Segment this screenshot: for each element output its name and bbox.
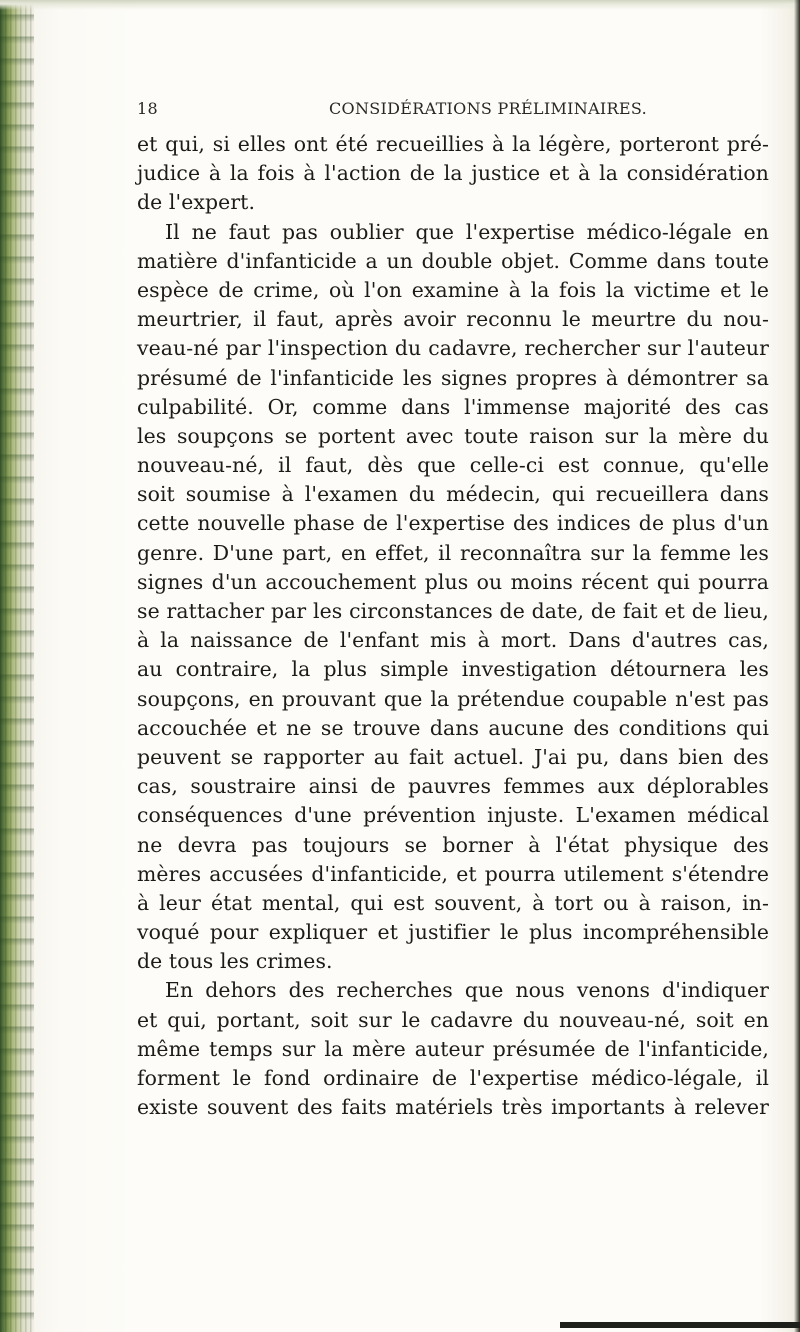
text-line: signes d'un accouchement plus ou moins récent qui pourra — [137, 569, 769, 594]
page-number: 18 — [137, 99, 158, 118]
text-line: accouchée et ne se trouve dans aucune des conditions qui — [137, 715, 769, 740]
text-line: présumé de l'infanticide les signes propres à démontrer sa — [137, 365, 769, 390]
page-top-edge — [0, 0, 800, 10]
text-line: matière d'infanticide a un double objet. Comme dans toute — [137, 248, 769, 273]
text-line: existe souvent des faits matériels très importants à relever — [137, 1095, 769, 1120]
text-line: les soupçons se portent avec toute raison sur la mère du — [137, 423, 769, 448]
text-line: soupçons, en prouvant que la prétendue coupable n'est pas — [137, 686, 769, 711]
text-line: cette nouvelle phase de l'expertise des indices de plus d'un — [137, 511, 769, 536]
text-line: et qui, si elles ont été recueillies à la légère, porteront pré- — [137, 132, 769, 156]
text-line: En dehors des recherches que nous venons d'indiquer — [165, 978, 769, 1003]
text-line: espèce de crime, où l'on examine à la fois la victime et le — [137, 277, 769, 302]
page-bottom-shadow — [560, 1322, 800, 1328]
text-line: de l'expert. — [137, 190, 256, 215]
page-right-edge — [794, 0, 800, 1332]
text-line: genre. D'une part, en effet, il reconnaîtra sur la femme les — [137, 540, 769, 565]
text-line: veau-né par l'inspection du cadavre, rechercher sur l'auteur — [137, 336, 769, 361]
text-line: et qui, portant, soit sur le cadavre du nouveau-né, soit en — [137, 1007, 769, 1032]
text-line: à la naissance de l'enfant mis à mort. Dans d'autres cas, — [137, 628, 769, 653]
text-line: culpabilité. Or, comme dans l'immense majorité des cas — [137, 394, 769, 419]
binding-texture — [0, 0, 34, 1332]
text-line: se rattacher par les circonstances de date, de fait et de lieu, — [137, 599, 769, 623]
text-line: soit soumise à l'examen du médecin, qui recueillera dans — [137, 482, 769, 507]
text-line: meurtrier, il faut, après avoir reconnu le meurtre du nou- — [137, 307, 769, 332]
body-text — [137, 130, 769, 1122]
text-line: Il ne faut pas oublier que l'expertise médico-légale en — [165, 219, 769, 244]
text-line: peuvent se rapporter au fait actuel. J'ai pu, dans bien des — [137, 744, 769, 769]
text-line: forment le fond ordinaire de l'expertise médico-légale, il — [137, 1066, 769, 1090]
text-line: de tous les crimes. — [137, 949, 333, 974]
text-line: à leur état mental, qui est souvent, à tort ou à raison, in- — [137, 890, 769, 915]
text-line: judice à la fois à l'action de la justice et à la considération — [137, 161, 769, 186]
text-line: cas, soustraire ainsi de pauvres femmes aux déplorables — [137, 774, 769, 799]
page-title: CONSIDÉRATIONS PRÉLIMINAIRES. — [329, 99, 647, 118]
text-line: nouveau-né, il faut, dès que celle-ci est connue, qu'elle — [137, 453, 769, 478]
text-line: conséquences d'une prévention injuste. L'examen médical — [137, 803, 769, 828]
text-line: au contraire, la plus simple investigation détournera les — [137, 657, 769, 682]
text-line: même temps sur la mère auteur présumée de l'infanticide, — [137, 1036, 769, 1061]
running-head — [137, 99, 777, 123]
text-line: voqué pour expliquer et justifier le plus incompréhensible — [137, 920, 769, 945]
text-line: ne devra pas toujours se borner à l'état physique des — [137, 832, 769, 857]
text-line: mères accusées d'infanticide, et pourra utilement s'étendre — [137, 861, 769, 886]
